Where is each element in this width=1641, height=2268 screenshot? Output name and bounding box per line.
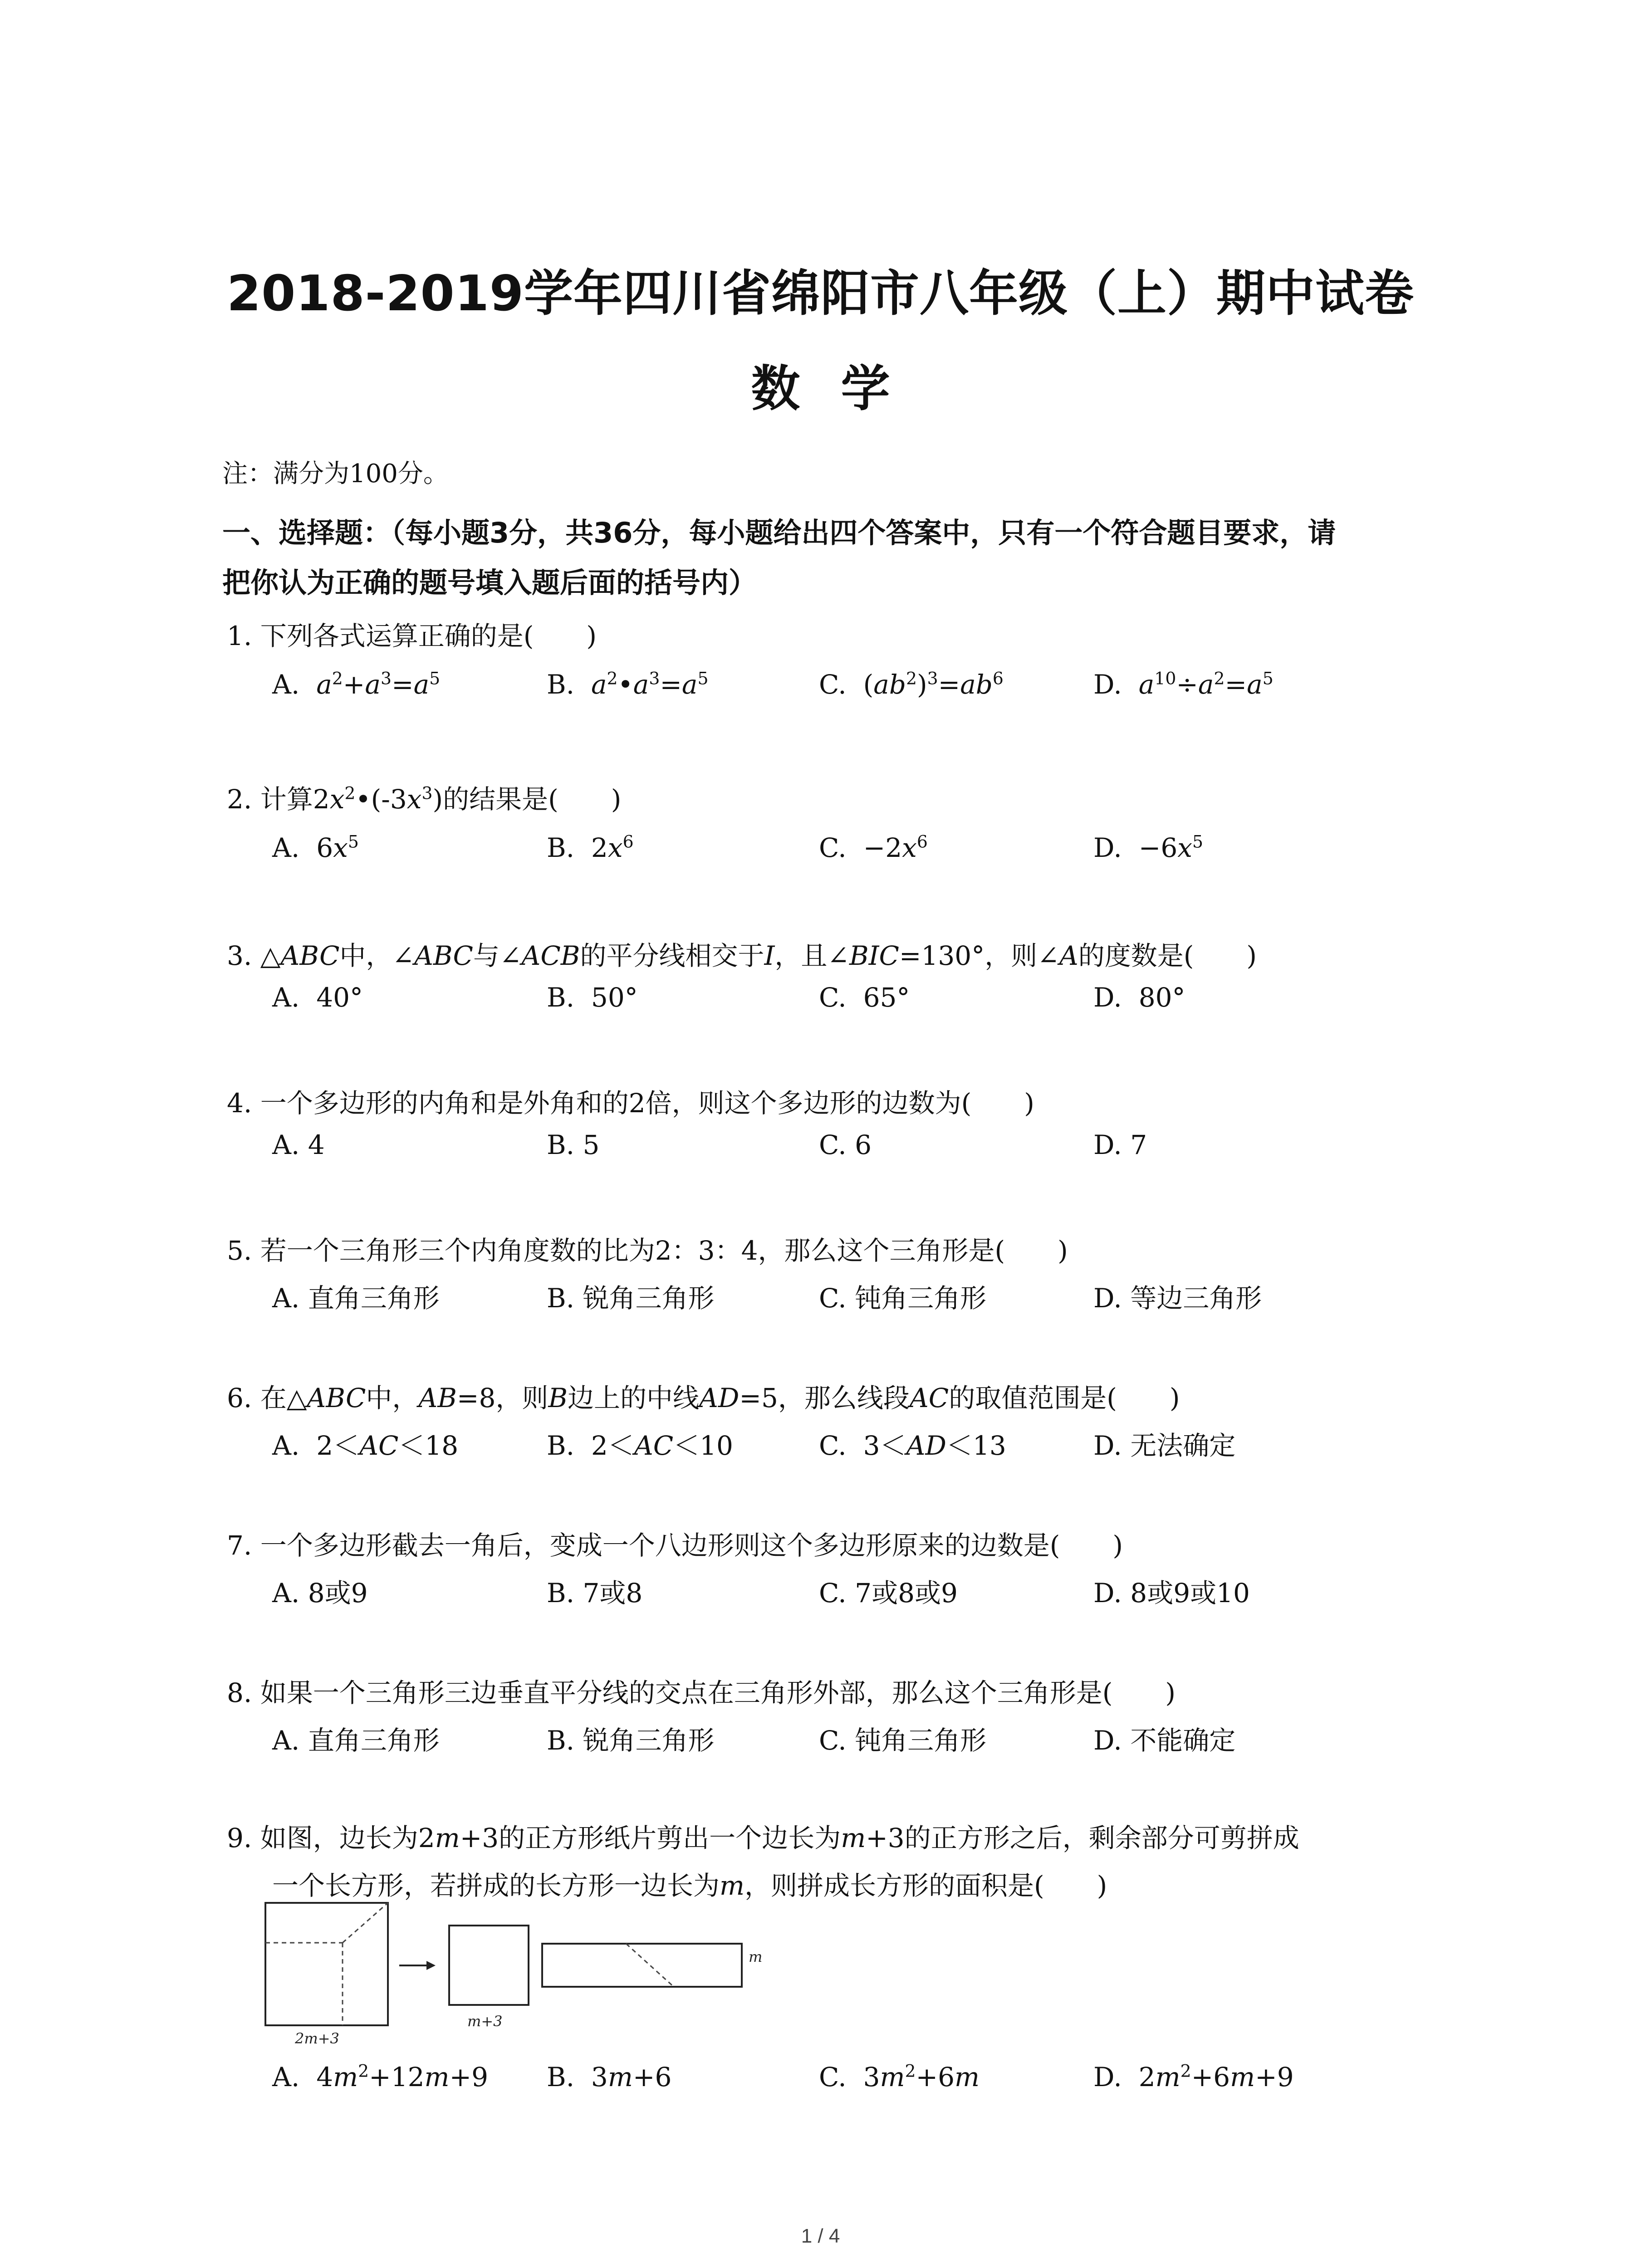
label-m: m — [749, 1948, 763, 1965]
q6-option-c: C. 3＜AD＜13 — [819, 1430, 1006, 1461]
q3-option-d: D. 80° — [1093, 982, 1185, 1013]
q8-option-c: C. 钝角三角形 — [819, 1725, 987, 1756]
exam-title: 2018-2019学年四川省绵阳市八年级（上）期中试卷 — [227, 265, 1414, 322]
q7-option-d: D. 8或9或10 — [1093, 1578, 1250, 1608]
q1-option-d: D. $a^{10}\div a^2=a^5$ — [1093, 668, 1274, 700]
q8-option-b: B. 锐角三角形 — [547, 1725, 715, 1756]
subject-title: 数学 — [751, 361, 931, 417]
q6-option-a: A. 2＜AC＜18 — [272, 1430, 459, 1461]
q5-option-d: D. 等边三角形 — [1093, 1283, 1262, 1314]
q6-option-d: D. 无法确定 — [1093, 1430, 1236, 1461]
q7-option-a: A. 8或9 — [272, 1578, 368, 1608]
section-heading-line1: 一、选择题：（每小题3分，共36分，每小题给出四个答案中，只有一个符合题目要求，请 — [222, 516, 1336, 549]
q9-option-d: D. $2m^2+6m+9$ — [1093, 2061, 1294, 2092]
question-5-stem: 5. 若一个三角形三个内角度数的比为2：3：4，那么这个三角形是( ) — [227, 1235, 1068, 1266]
q2-option-d: D. $-6x^5$ — [1093, 831, 1203, 863]
q9-option-c: C. $3m^2+6m$ — [819, 2061, 980, 2092]
q1-option-a: A. $a^2+a^3=a^5$ — [272, 668, 441, 700]
big-square — [265, 1903, 388, 2025]
rectangle — [542, 1944, 742, 1987]
question-2-stem: 2. 计算$2x^2•(-3x^3)$的结果是( ) — [227, 783, 622, 815]
score-note: 注：满分为100分。 — [222, 459, 449, 489]
question-9-stem-line1: 9. 如图，边长为2m+3的正方形纸片剪出一个边长为m+3的正方形之后，剩余部分可剪拼成 — [227, 1823, 1299, 1853]
q7-option-b: B. 7或8 — [547, 1578, 643, 1608]
question-3-stem: 3. △ABC中，∠ABC与∠ACB的平分线相交于I，且∠BIC=130°，则∠A的度数是( ) — [227, 940, 1257, 971]
q1-option-b: B. $a^2•a^3=a^5$ — [547, 668, 709, 700]
section-heading-line2: 把你认为正确的题号填入题后面的括号内） — [222, 566, 757, 599]
arrow-head — [426, 1961, 436, 1970]
q8-option-d: D. 不能确定 — [1093, 1725, 1236, 1756]
question-1-stem: 1. 下列各式运算正确的是( ) — [227, 621, 597, 651]
q4-option-d: D. 7 — [1093, 1129, 1147, 1160]
question-7-stem: 7. 一个多边形截去一角后，变成一个八边形则这个多边形原来的边数是( ) — [227, 1530, 1123, 1561]
q9-figure — [259, 1898, 803, 2050]
q1-option-c: C. $(ab^2)^3=ab^6$ — [819, 668, 1004, 700]
q2-option-c: C. $-2x^6$ — [819, 831, 928, 863]
q3-option-b: B. 50° — [547, 982, 638, 1013]
q5-option-b: B. 锐角三角形 — [547, 1283, 715, 1314]
question-9-stem-line2: 一个长方形，若拼成的长方形一边长为m，则拼成长方形的面积是( ) — [272, 1870, 1107, 1901]
label-m-plus-3: m+3 — [467, 2013, 503, 2030]
question-6-stem: 6. 在△ABC中，AB=8，则B边上的中线AD=5，那么线段AC的取值范围是( ) — [227, 1383, 1180, 1413]
page-number: 1 / 4 — [801, 2225, 840, 2247]
question-4-stem: 4. 一个多边形的内角和是外角和的2倍，则这个多边形的边数为( ) — [227, 1088, 1034, 1119]
q4-option-b: B. 5 — [547, 1129, 600, 1160]
question-8-stem: 8. 如果一个三角形三边垂直平分线的交点在三角形外部，那么这个三角形是( ) — [227, 1677, 1176, 1708]
small-square — [449, 1926, 529, 2005]
q3-option-a: A. 40° — [272, 982, 363, 1013]
q5-option-c: C. 钝角三角形 — [819, 1283, 987, 1314]
q7-option-c: C. 7或8或9 — [819, 1578, 958, 1608]
q2-option-a: A. $6x^5$ — [272, 831, 359, 863]
label-2m-plus-3: 2m+3 — [295, 2030, 339, 2047]
q5-option-a: A. 直角三角形 — [272, 1283, 440, 1314]
q9-option-b: B. 3m+6 — [547, 2062, 672, 2092]
q3-option-c: C. 65° — [819, 982, 910, 1013]
q6-option-b: B. 2＜AC＜10 — [547, 1430, 733, 1461]
q9-option-a: A. $4m^2+12m+9$ — [272, 2061, 488, 2092]
q4-option-c: C. 6 — [819, 1129, 872, 1160]
q2-option-b: B. $2x^6$ — [547, 831, 634, 863]
q4-option-a: A. 4 — [272, 1129, 325, 1160]
q8-option-a: A. 直角三角形 — [272, 1725, 440, 1756]
